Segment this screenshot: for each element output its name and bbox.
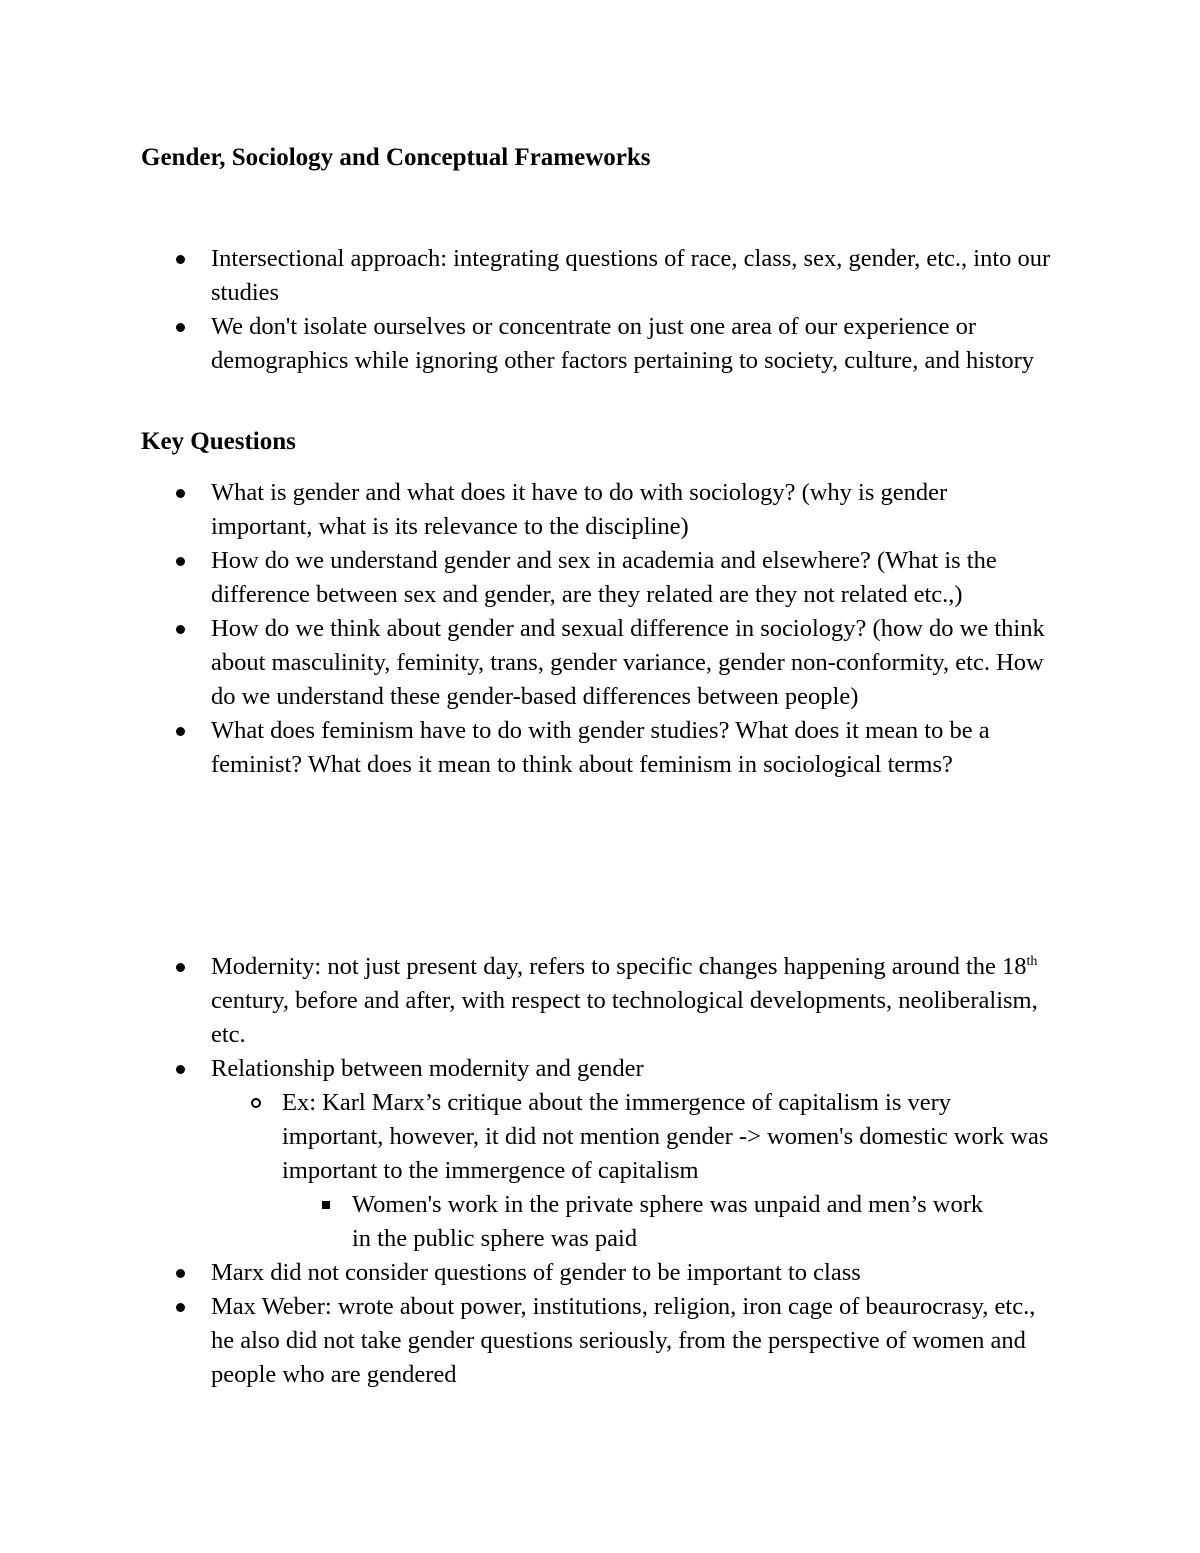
list-item (0, 476, 1051, 544)
list-item-text: Marx did not consider questions of gender to be important to class (211, 1259, 861, 1286)
key-questions-list (0, 476, 1200, 782)
ordinal-superscript: th (1026, 954, 1038, 969)
list-item (0, 612, 1051, 714)
list-item-text: Max Weber: wrote about power, institutions, religion, iron cage of beaurocrasy, etc., he also did not take gender questions seriously, from the perspective of women and people who are gendered (211, 1293, 1036, 1388)
key-questions-heading: Key Questions (141, 428, 296, 455)
sub-list-item (0, 1086, 1052, 1188)
list-item-text: What is gender and what does it have to do with sociology? (why is gender important, what is its relevance to the discipline) (211, 479, 948, 540)
modernity-text-start: Modernity: not just present day, refers to specific changes happening around the 18 (211, 953, 1027, 980)
list-item (0, 1256, 1051, 1290)
bullet-disc-icon (176, 625, 185, 634)
list-item (0, 242, 1051, 310)
bullet-circle-icon (251, 1098, 261, 1108)
bullet-disc-icon (176, 963, 185, 972)
bullet-square-icon (322, 1201, 330, 1209)
bullet-disc-icon (176, 727, 185, 736)
list-item (0, 714, 1051, 782)
bullet-disc-icon (176, 1269, 185, 1278)
list-item (0, 950, 1051, 1052)
bullet-disc-icon (176, 1303, 185, 1312)
list-item (0, 544, 1051, 612)
list-item-text: Relationship between modernity and gender (211, 1055, 644, 1082)
list-item-text: What does feminism have to do with gender studies? What does it mean to be a feminist? What does it mean to think about feminism in sociological terms? (211, 717, 990, 778)
bullet-disc-icon (176, 255, 185, 264)
bullet-disc-icon (176, 489, 185, 498)
modernity-text-end: century, before and after, with respect to technological developments, neoliberalism, etc. (211, 987, 1038, 1048)
list-item-text: Women's work in the private sphere was unpaid and men’s work in the public sphere was paid (352, 1191, 984, 1252)
list-item (0, 1052, 1051, 1086)
list-item-text: Ex: Karl Marx’s critique about the immergence of capitalism is very important, however, it did not mention gender -> women's domestic work was important to the immergence of capitalism (282, 1089, 1049, 1184)
bullet-disc-icon (176, 1065, 185, 1074)
list-item-text: We don't isolate ourselves or concentrate on just one area of our experience or demographics while ignoring other factors pertaining to society, culture, and history (211, 313, 1035, 374)
document-title: Gender, Sociology and Conceptual Frameworks (141, 144, 651, 171)
list-item-text: How do we understand gender and sex in academia and elsewhere? (What is the difference between sex and gender, are they related are they not related etc.,) (211, 547, 997, 608)
bullet-disc-icon (176, 323, 185, 332)
list-item (0, 1290, 1051, 1392)
list-item-text: How do we think about gender and sexual difference in sociology? (how do we think about masculinity, feminity, trans, gender variance, gender non-conformity, etc. How do we understand these gender-based differences between people) (211, 615, 1045, 710)
bullet-disc-icon (176, 557, 185, 566)
list-item-text: Intersectional approach: integrating questions of race, class, sex, gender, etc., into our studies (211, 245, 1051, 306)
list-item-text (211, 953, 1038, 1048)
list-item (0, 310, 1051, 378)
sub-sub-list-item (0, 1188, 1007, 1256)
modernity-list (0, 950, 1200, 1392)
intro-list (0, 242, 1200, 378)
